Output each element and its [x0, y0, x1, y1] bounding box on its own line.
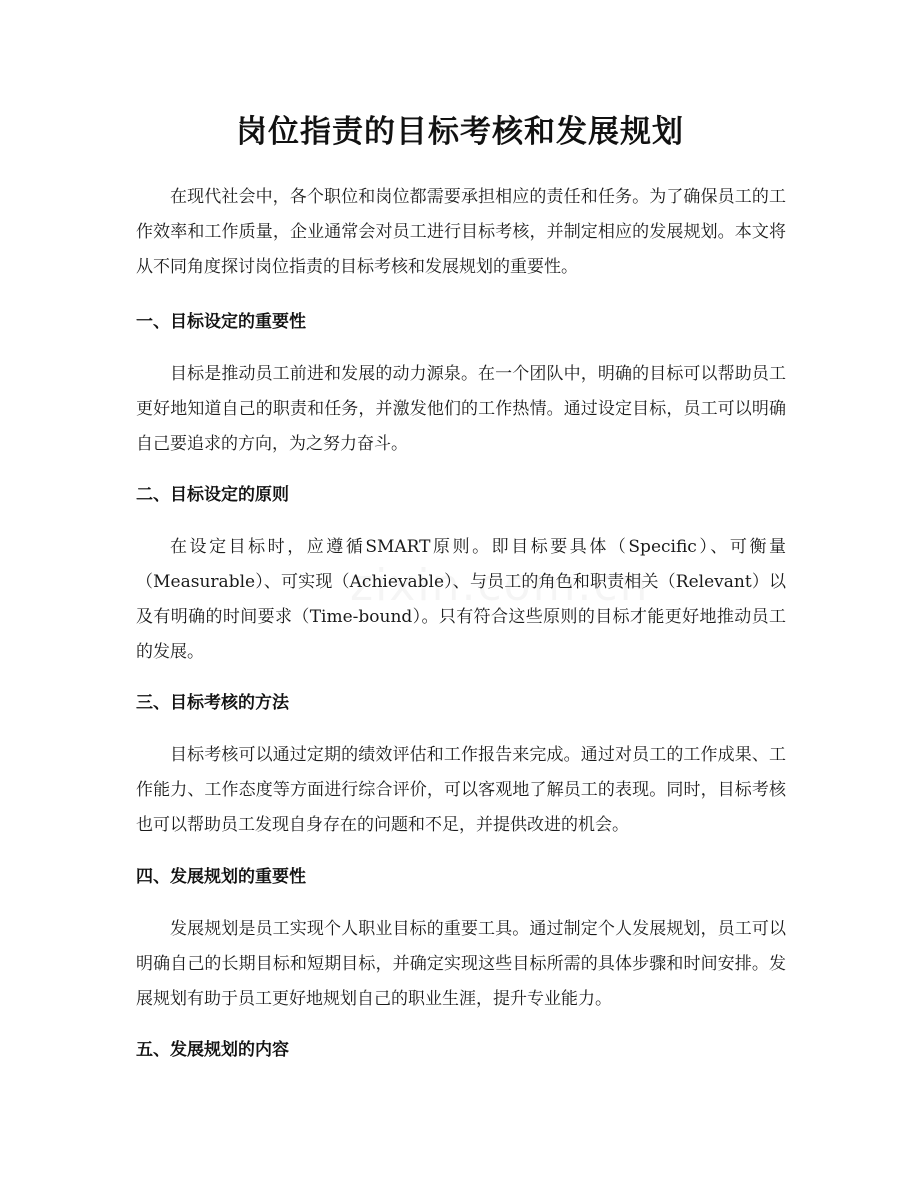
section-1-body — [136, 357, 786, 462]
section-heading: 二、目标设定的原则 — [136, 485, 289, 505]
section-paragraph: 目标是推动员工前进和发展的动力源泉。在一个团队中，明确的目标可以帮助员工更好地知道自己的职责和任务，并激发他们的工作热情。通过设定目标，员工可以明确自己要追求的方向，为之努力奋斗。 — [136, 364, 786, 454]
section-heading: 五、发展规划的内容 — [136, 1040, 289, 1060]
section-heading: 一、目标设定的重要性 — [136, 312, 306, 332]
section-paragraph: 发展规划是员工实现个人职业目标的重要工具。通过制定个人发展规划，员工可以明确自己的长期目标和短期目标，并确定实现这些目标所需的具体步骤和时间安排。发展规划有助于员工更好地规划自己的职业生涯，提升专业能力。 — [136, 919, 786, 1009]
section-3-body — [136, 738, 786, 843]
section-5 — [136, 1035, 786, 1065]
section-heading: 三、目标考核的方法 — [136, 693, 289, 713]
section-3 — [136, 688, 786, 718]
section-4 — [136, 862, 786, 892]
section-4-body — [136, 912, 786, 1017]
section-2-body — [136, 530, 786, 670]
section-paragraph: 目标考核可以通过定期的绩效评估和工作报告来完成。通过对员工的工作成果、工作能力、工作态度等方面进行综合评价，可以客观地了解员工的表现。同时，目标考核也可以帮助员工发现自身存在的问题和不足，并提供改进的机会。 — [136, 745, 786, 835]
section-heading: 四、发展规划的重要性 — [136, 867, 306, 887]
section-1 — [136, 307, 786, 337]
section-paragraph: 在设定目标时，应遵循SMART原则。即目标要具体（Specific）、可衡量（Measurable）、可实现（Achievable）、与员工的角色和职责相关（Relevant）以及有明确的时间要求（Time-bound）。只有符合这些原则的目标才能更好地推动员工的发展。 — [136, 537, 786, 662]
intro-block — [136, 180, 786, 285]
section-2 — [136, 480, 786, 510]
intro-paragraph: 在现代社会中，各个职位和岗位都需要承担相应的责任和任务。为了确保员工的工作效率和工作质量，企业通常会对员工进行目标考核，并制定相应的发展规划。本文将从不同角度探讨岗位指责的目标考核和发展规划的重要性。 — [136, 187, 786, 277]
document-title: 岗位指责的目标考核和发展规划 — [236, 114, 684, 150]
